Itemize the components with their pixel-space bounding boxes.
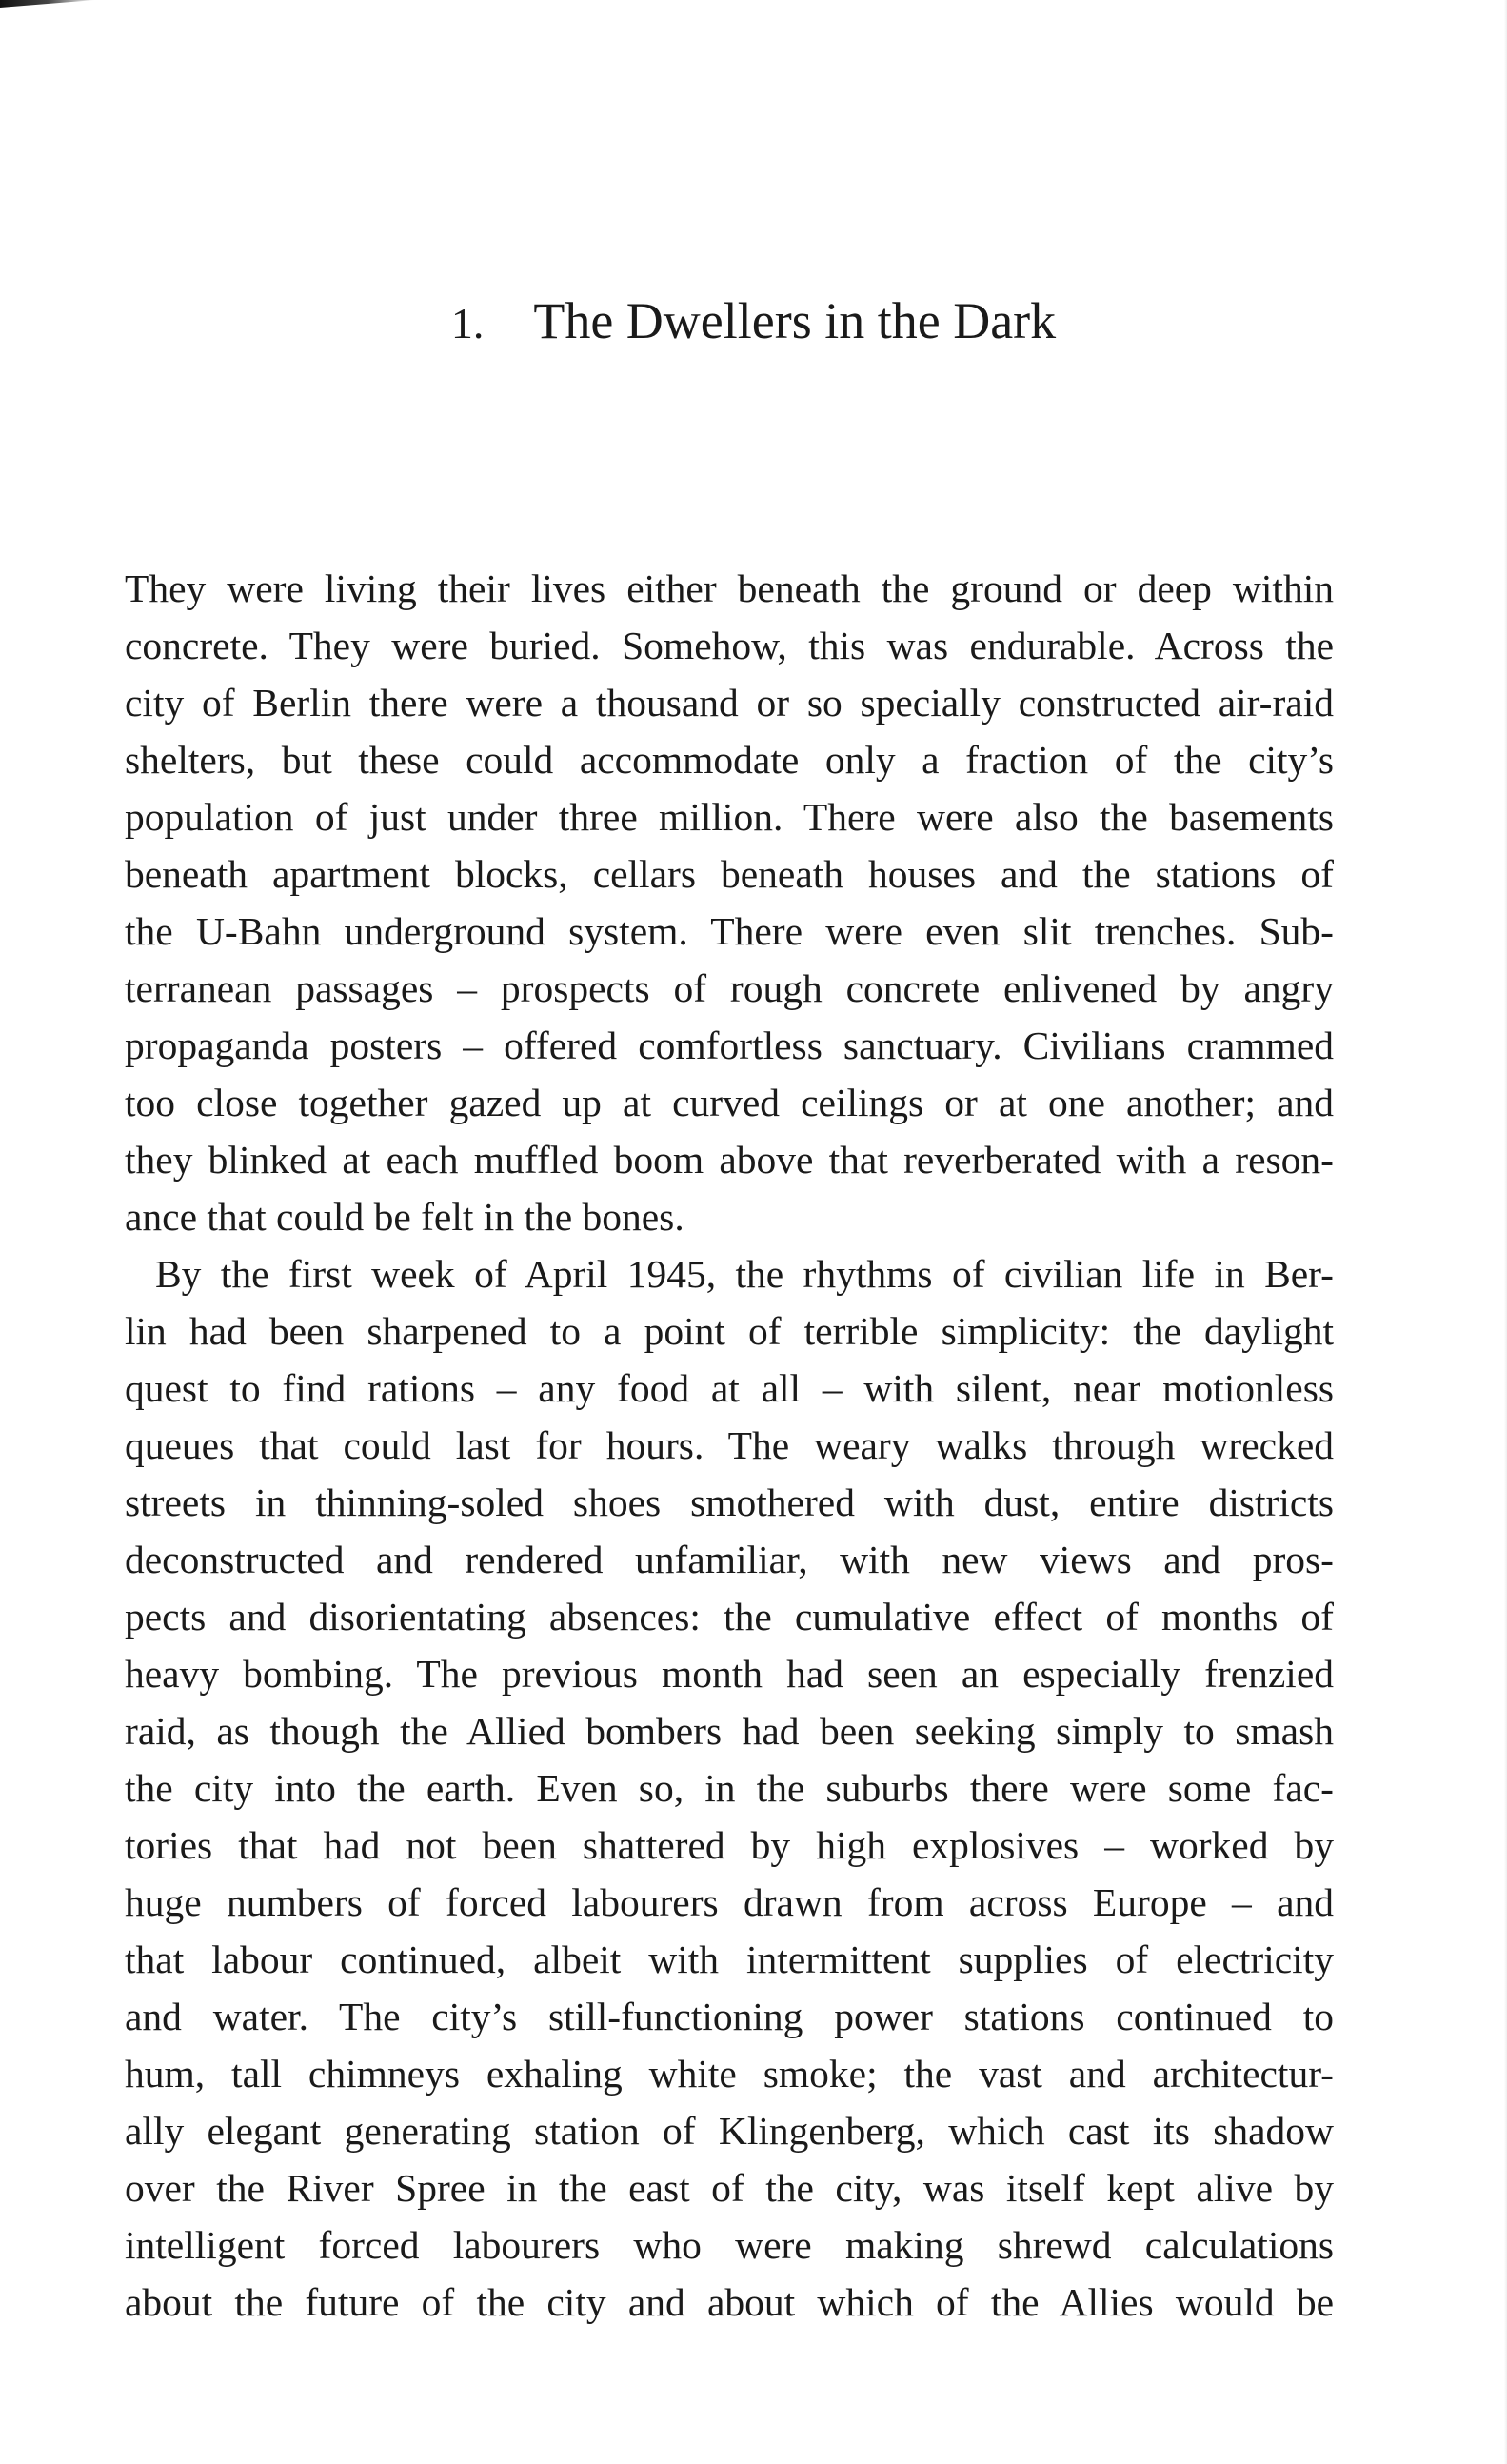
text-line: population of just under three million. There were also the basements bbox=[125, 795, 1334, 839]
paragraph-1 bbox=[125, 560, 1334, 1245]
text-line: beneath apartment blocks, cellars beneath houses and the stations of bbox=[125, 852, 1334, 896]
text-line: deconstructed and rendered unfamiliar, with new views and pros- bbox=[125, 1538, 1334, 1581]
text-line: huge numbers of forced labourers drawn from across Europe – and bbox=[125, 1880, 1334, 1924]
text-line: tories that had not been shattered by high explosives – worked by bbox=[125, 1823, 1334, 1867]
text-line: lin had been sharpened to a point of terrible simplicity: the daylight bbox=[125, 1309, 1334, 1353]
body-text bbox=[125, 560, 1334, 2331]
text-line: heavy bombing. The previous month had seen an especially frenzied bbox=[125, 1652, 1334, 1696]
text-line: over the River Spree in the east of the city, was itself kept alive by bbox=[125, 2166, 1334, 2210]
text-line: ance that could be felt in the bones. bbox=[125, 1195, 684, 1239]
text-line: concrete. They were buried. Somehow, this was endurable. Across the bbox=[125, 624, 1334, 667]
chapter-number: 1. bbox=[450, 299, 485, 348]
text-line: By the first week of April 1945, the rhythms of civilian life in Ber- bbox=[155, 1252, 1334, 1296]
text-line: city of Berlin there were a thousand or so specially constructed air-raid bbox=[125, 681, 1334, 725]
text-line: and water. The city’s still-functioning power stations continued to bbox=[125, 1995, 1334, 2038]
text-line: hum, tall chimneys exhaling white smoke; the vast and architectur- bbox=[125, 2052, 1334, 2096]
text-line: propaganda posters – offered comfortless sanctuary. Civilians crammed bbox=[125, 1023, 1334, 1067]
text-line: quest to find rations – any food at all – with silent, near motionless bbox=[125, 1366, 1334, 1410]
text-line: queues that could last for hours. The weary walks through wrecked bbox=[125, 1423, 1334, 1467]
chapter-heading bbox=[0, 290, 1507, 354]
text-line: the city into the earth. Even so, in the suburbs there were some fac- bbox=[125, 1766, 1334, 1810]
text-line: they blinked at each muffled boom above that reverberated with a reson- bbox=[125, 1138, 1334, 1182]
paragraph-2 bbox=[125, 1245, 1334, 2331]
text-line: raid, as though the Allied bombers had been seeking simply to smash bbox=[125, 1709, 1334, 1753]
text-line: shelters, but these could accommodate only a fraction of the city’s bbox=[125, 738, 1334, 782]
text-line: about the future of the city and about which of the Allies would be bbox=[125, 2280, 1334, 2324]
text-line: They were living their lives either beneath the ground or deep within bbox=[125, 566, 1334, 610]
text-line: terranean passages – prospects of rough concrete enlivened by angry bbox=[125, 966, 1334, 1010]
chapter-title: The Dwellers in the Dark bbox=[533, 292, 1057, 349]
text-line: the U-Bahn underground system. There were even slit trenches. Sub- bbox=[125, 909, 1334, 953]
text-line: that labour continued, albeit with intermittent supplies of electricity bbox=[125, 1937, 1334, 1981]
text-line: streets in thinning-soled shoes smothered with dust, entire districts bbox=[125, 1480, 1334, 1524]
text-line: ally elegant generating station of Klingenberg, which cast its shadow bbox=[125, 2109, 1334, 2153]
text-line: intelligent forced labourers who were making shrewd calculations bbox=[125, 2223, 1334, 2267]
text-line: too close together gazed up at curved ceilings or at one another; and bbox=[125, 1081, 1334, 1124]
page-corner-shadow bbox=[0, 0, 95, 8]
text-line: pects and disorientating absences: the cumulative effect of months of bbox=[125, 1595, 1334, 1639]
